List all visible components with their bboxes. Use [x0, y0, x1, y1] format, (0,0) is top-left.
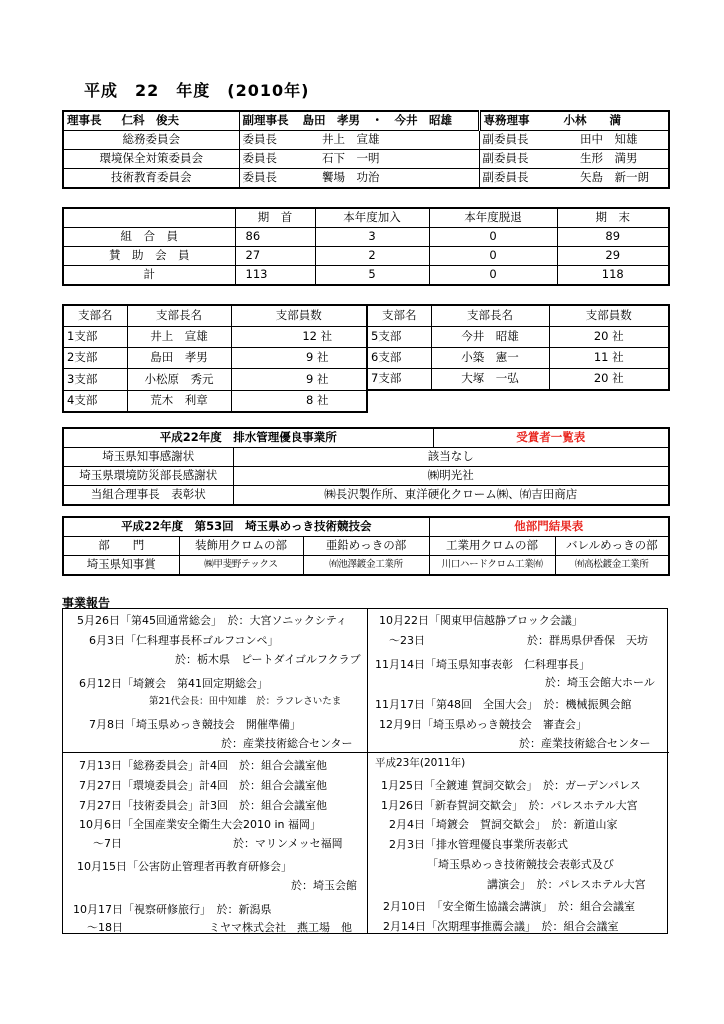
branch-name: 1支部 [63, 327, 127, 348]
report-right-line: 10月22日「関東甲信越静ブロック会議」 [379, 614, 583, 627]
branch-count: 12 社 [231, 327, 367, 348]
branch-count: 11 社 [549, 348, 669, 369]
report-right-line: 講演会」 於：パレスホテル大宮 [487, 878, 646, 891]
contest-row [63, 556, 669, 576]
branches-header: 支部長名 [127, 305, 231, 327]
report-right-line: 2月3日「排水管理優良事業所表彰式 [389, 838, 568, 851]
contest-award: 埼玉県知事賞 [63, 556, 179, 576]
award-label: 当組合理事長 表彰状 [63, 486, 233, 506]
branch-count: 8 社 [231, 390, 367, 412]
members-cell: 0 [429, 247, 557, 266]
contest-header-row [63, 537, 669, 556]
contest-winner: ㈱甲斐野テックス [179, 556, 303, 576]
contest-header: 工業用クロムの部 [429, 537, 555, 556]
report-right-line: 2月10日 「安全衛生協議会講演」 於：組合会議室 [383, 900, 635, 913]
report-divider [367, 609, 368, 933]
report-left-line: ～7日 [93, 837, 122, 850]
committee-chair: 石下 一明 [319, 150, 479, 169]
contest-title: 平成22年度 第53回 埼玉県めっき技術競技会 [63, 517, 429, 537]
report-left-line: 第21代会長：田中知雄 於：ラフレさいたま [149, 696, 342, 707]
contest-header: 部 門 [63, 537, 179, 556]
report-left-line: 7月13日「総務委員会」計4回 於：組合会議室他 [79, 759, 327, 772]
report-left-line: 10月15日「公害防止管理者再教育研修会」 [77, 860, 292, 873]
report-right-line: 11月14日「埼玉県知事表彰 仁科理事長」 [375, 658, 590, 671]
branch-count: 9 社 [231, 348, 367, 369]
members-header: 本年度脱退 [429, 208, 557, 228]
report-left-line: ミヤマ株式会社 燕工場 他 [209, 921, 352, 934]
vice-chairman-cell [239, 111, 479, 131]
members-cell: 0 [429, 266, 557, 286]
branch-name: 3支部 [63, 369, 127, 391]
contest-winner: 川口ハードクロム工業㈲ [429, 556, 555, 576]
award-row [63, 467, 669, 486]
members-cell: 5 [315, 266, 429, 286]
vice-chairman-label: 副理事長 [242, 113, 289, 128]
branch-count: 20 社 [549, 369, 669, 391]
members-header: 期 首 [235, 208, 315, 228]
branch-name: 7支部 [367, 369, 431, 391]
report-right-line: 「埼玉県めっき技術競技会表彰式及び [427, 858, 614, 871]
branches-header: 支部名 [63, 305, 127, 327]
branches-header: 支部長名 [431, 305, 549, 327]
branch-head: 小松原 秀元 [127, 369, 231, 391]
report-heading: 事業報告 [62, 596, 111, 610]
report-year-label: 平成23年(2011年) [375, 757, 466, 769]
contest-header: 装飾用クロムの部 [179, 537, 303, 556]
report-right-line: ～23日 [389, 634, 425, 647]
award-label: 埼玉県知事感謝状 [63, 448, 233, 467]
award-row [63, 448, 669, 467]
members-cell: 3 [315, 228, 429, 247]
contest-header: 亜鉛めっきの部 [303, 537, 429, 556]
report-box [62, 608, 668, 934]
members-row-label: 賛 助 会 員 [63, 247, 235, 266]
chairman-cell [63, 111, 239, 131]
report-right-line: 11月17日「第48回 全国大会」 於：機械振興会館 [375, 698, 632, 711]
committee-vice-label: 副委員長 [479, 131, 577, 150]
report-right-line: 2月4日「埼鍍会 賀詞交歓会」 於：新道山家 [389, 818, 618, 831]
award-label: 埼玉県環境防災部長感謝状 [63, 467, 233, 486]
committee-row [63, 150, 669, 169]
committee-name: 技術教育委員会 [63, 169, 239, 189]
report-right-line: 於：産業技術総合センター [519, 737, 651, 750]
report-left-line: 6月3日「仁科理事長杯ゴルフコンペ」 [89, 634, 279, 647]
committee-row [63, 131, 669, 150]
report-right-line: 2月14日「次期理事推薦会議」 於：組合会議室 [383, 920, 619, 933]
members-cell: 86 [235, 228, 315, 247]
page-title: 平成 22 年度 (2010年) [84, 81, 310, 100]
contest-header: バレルめっきの部 [555, 537, 669, 556]
report-left-line: 10月6日「全国産業安全衛生大会2010 in 福岡」 [79, 818, 322, 831]
committee-chair-label: 委員長 [239, 169, 319, 189]
branch-name: 6支部 [367, 348, 431, 369]
report-right-line: 1月26日「新春賀詞交歓会」 於：パレスホテル大宮 [381, 799, 638, 812]
report-right-line: 於：群馬県伊香保 天坊 [527, 634, 648, 647]
members-row-label: 計 [63, 266, 235, 286]
managing-director-label: 専務理事 [483, 113, 530, 128]
report-left-line: 7月27日「環境委員会」計4回 於：組合会議室他 [79, 779, 327, 792]
members-header: 本年度加入 [315, 208, 429, 228]
committee-chair-label: 委員長 [239, 131, 319, 150]
branches-row [63, 348, 669, 369]
report-left-divider-line [63, 752, 367, 753]
report-left-line: 5月26日「第45回通常総会」 於：大宮ソニックシティ [77, 614, 347, 627]
branch-head: 小築 憲一 [431, 348, 549, 369]
committee-name: 環境保全対策委員会 [63, 150, 239, 169]
members-table [62, 207, 670, 286]
members-cell: 0 [429, 228, 557, 247]
members-header-row [63, 208, 669, 228]
report-right-line: 1月25日「全鍍連 賀詞交歓会」 於：ガーデンパレス [381, 779, 641, 792]
award-tag: 受賞者一覧表 [433, 428, 669, 448]
committee-chair: 饗場 功治 [319, 169, 479, 189]
report-left-line: 於：栃木県 ピートダイゴルフクラブ [175, 653, 361, 666]
officers-table [62, 110, 670, 189]
report-left-line: 7月8日「埼玉県めっき競技会 開催準備」 [89, 718, 301, 731]
members-cell: 113 [235, 266, 315, 286]
branches-table [62, 304, 670, 413]
members-cell: 2 [315, 247, 429, 266]
committee-vice: 生形 満男 [577, 150, 669, 169]
award-value: ㈱明光社 [233, 467, 669, 486]
contest-winner: ㈲高松鍍金工業所 [555, 556, 669, 576]
branch-head: 大塚 一弘 [431, 369, 549, 391]
branches-header: 支部名 [367, 305, 431, 327]
members-row-label: 組 合 員 [63, 228, 235, 247]
officers-top-row [63, 111, 669, 131]
chairman-label: 理事長 [67, 113, 102, 128]
branches-header-row [63, 305, 669, 327]
committee-chair-label: 委員長 [239, 150, 319, 169]
members-header: 期 末 [557, 208, 669, 228]
award-value: ㈱長沢製作所、東洋硬化クローム㈱、㈲吉田商店 [233, 486, 669, 506]
report-right-line: 於：埼玉会館大ホール [545, 676, 655, 689]
award-table [62, 427, 670, 506]
branch-head: 今井 昭雄 [431, 327, 549, 348]
award-row [63, 486, 669, 506]
contest-tag: 他部門結果表 [429, 517, 669, 537]
report-left-line: 於：マリンメッセ福岡 [233, 837, 343, 850]
report-right-divider-line [368, 752, 669, 753]
report-left-line: 6月12日「埼鍍会 第41回定期総会」 [79, 677, 268, 690]
report-left-line: 於：産業技術総合センター [221, 737, 353, 750]
vice-chairman-names: 島田 孝男 ・ 今井 昭雄 [302, 113, 453, 128]
chairman-name: 仁科 俊夫 [121, 113, 180, 128]
branches-header: 支部員数 [231, 305, 367, 327]
members-header-blank [63, 208, 235, 228]
contest-table [62, 516, 670, 576]
branches-row [63, 327, 669, 348]
branches-row [63, 390, 669, 412]
committee-vice: 矢島 新一朗 [577, 169, 669, 189]
contest-winner: ㈲池澤鍍金工業所 [303, 556, 429, 576]
branch-name: 2支部 [63, 348, 127, 369]
committee-vice: 田中 知雄 [577, 131, 669, 150]
report-right-line: 12月9日「埼玉県めっき競技会 審査会」 [379, 718, 587, 731]
branch-head: 荒木 利章 [127, 390, 231, 412]
award-title: 平成22年度 排水管理優良事業所 [63, 428, 433, 448]
committee-row [63, 169, 669, 189]
report-left-line: ～18日 [87, 921, 123, 934]
members-total-row [63, 266, 669, 286]
branches-empty [367, 390, 669, 412]
branch-head: 井上 宣雄 [127, 327, 231, 348]
committee-chair: 井上 宣雄 [319, 131, 479, 150]
contest-title-row [63, 517, 669, 537]
branch-name: 4支部 [63, 390, 127, 412]
branch-count: 20 社 [549, 327, 669, 348]
members-cell: 89 [557, 228, 669, 247]
award-value: 該当なし [233, 448, 669, 467]
report-left-line: 於：埼玉会館 [291, 879, 357, 892]
report-left-line: 7月27日「技術委員会」計3回 於：組合会議室他 [79, 799, 327, 812]
branches-row [63, 369, 669, 391]
committee-vice-label: 副委員長 [479, 169, 577, 189]
branches-header: 支部員数 [549, 305, 669, 327]
members-cell: 27 [235, 247, 315, 266]
branch-head: 島田 孝男 [127, 348, 231, 369]
members-cell: 118 [557, 266, 669, 286]
award-title-row [63, 428, 669, 448]
members-row [63, 228, 669, 247]
committee-vice-label: 副委員長 [479, 150, 577, 169]
members-row [63, 247, 669, 266]
branch-name: 5支部 [367, 327, 431, 348]
managing-director-cell [479, 111, 669, 131]
members-cell: 29 [557, 247, 669, 266]
committee-name: 総務委員会 [63, 131, 239, 150]
report-left-line: 10月17日「視察研修旅行」 於：新潟県 [73, 903, 272, 916]
branch-count: 9 社 [231, 369, 367, 391]
managing-director-name: 小林 満 [563, 113, 622, 128]
